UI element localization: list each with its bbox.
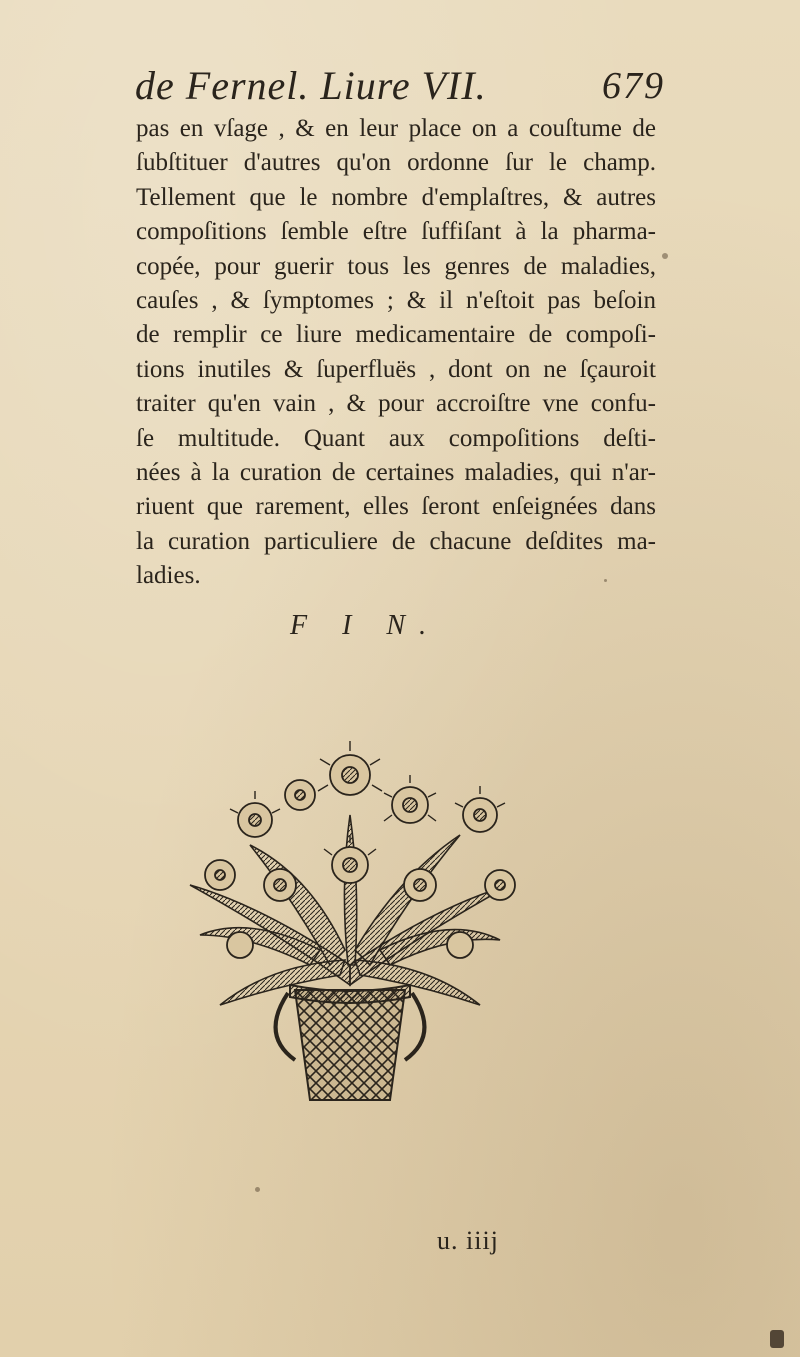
text-line: pas en vſage , & en leur place on a couſtume de [136, 115, 656, 142]
ink-speck [255, 1187, 260, 1192]
text-line: Tellement que le nombre d'emplaſtres, & autres [136, 183, 656, 211]
finis-text: F I N. [290, 610, 441, 641]
text-line: tions inutiles & ſuperfluës , dont on ne ſçauroit [136, 355, 656, 383]
page-number: 679 [602, 65, 665, 107]
text-line: ſubſtituer d'autres qu'on ordonne ſur le champ. [136, 149, 656, 177]
text-line: cauſes , & ſymptomes ; & il n'eſtoit pas beſoin [136, 286, 656, 314]
text-line: ladies. [136, 562, 201, 590]
text-line: nées à la curation de certaines maladies, qui n'ar- [136, 458, 656, 486]
running-head [135, 62, 665, 112]
ink-speck [662, 253, 668, 259]
text-line: la curation particuliere de chacune deſdites ma- [136, 527, 656, 555]
ink-speck [770, 1330, 784, 1348]
text-line: de remplir ce liure medicamentaire de compoſi- [136, 321, 656, 349]
text-line: copée, pour guerir tous les genres de maladies, [136, 252, 656, 280]
text-line: ſe multitude. Quant aux compoſitions deſti- [136, 424, 656, 452]
text-line: traiter qu'en vain , & pour accroiſtre vne confu- [136, 390, 656, 418]
text-line: riuent que rarement, elles ſeront enſeignées dans [136, 493, 656, 521]
body-text [136, 112, 656, 593]
text-line: compoſitions ſemble eſtre ſuffiſant à la pharma- [136, 218, 656, 246]
flower-basket-vignette-icon [160, 735, 540, 1110]
signature-mark: u. iiij [437, 1226, 499, 1255]
ink-speck [604, 579, 607, 582]
running-title: de Fernel. Liure VII. [135, 63, 487, 108]
